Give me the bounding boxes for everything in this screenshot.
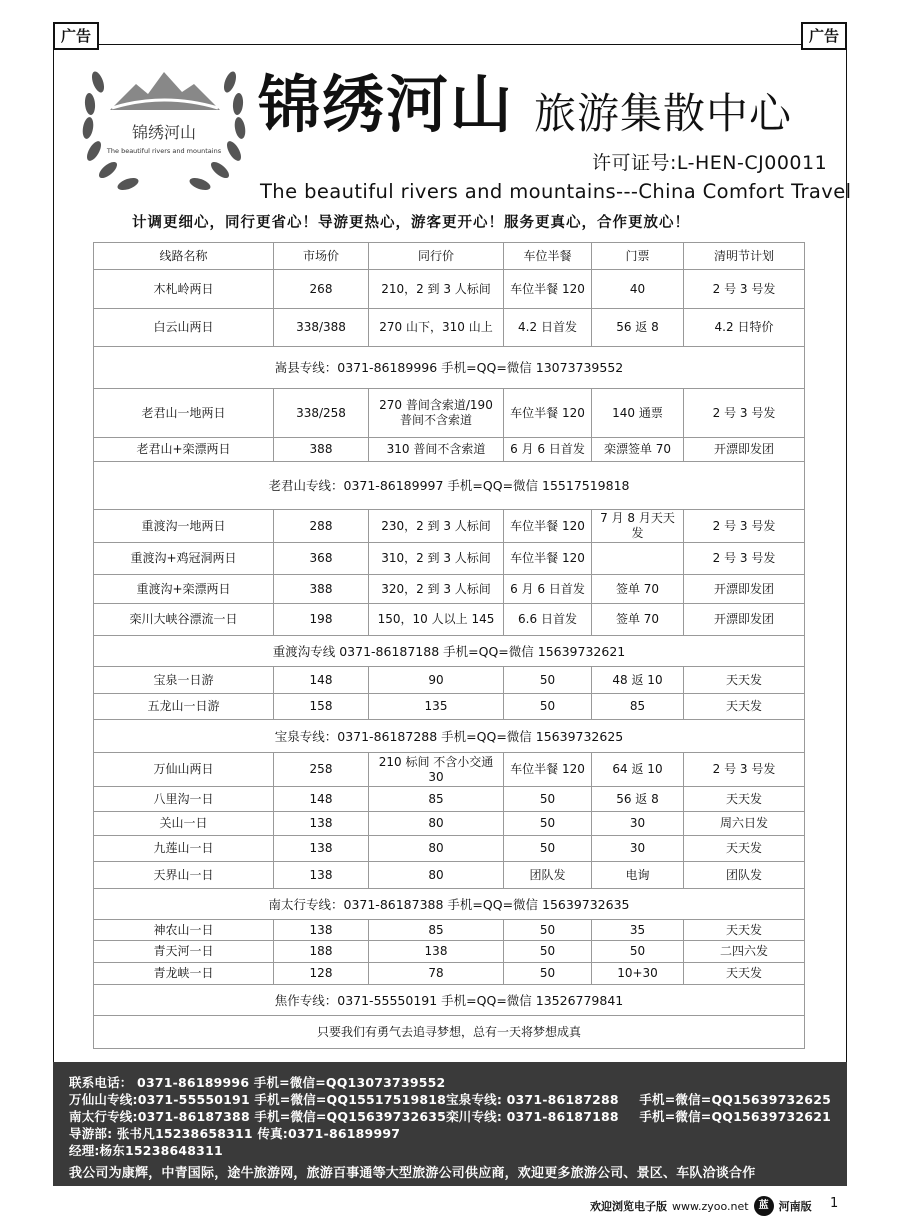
header-peer-price: 同行价 [369, 243, 504, 270]
hotline-chongdugou: 重渡沟专线 0371-86187188 手机=QQ=微信 15639732621 [94, 636, 805, 667]
cell: 天天发 [684, 787, 805, 812]
cell: 388 [274, 438, 369, 462]
cell: 车位半餐 120 [504, 753, 592, 787]
cell: 80 [369, 836, 504, 862]
header-qingming-plan: 清明节计划 [684, 243, 805, 270]
hotline-laojunshan: 老君山专线：0371-86189997 手机=QQ=微信 15517519818 [94, 462, 805, 510]
cell: 九莲山一日 [94, 836, 274, 862]
table-row [94, 836, 805, 862]
cell: 车位半餐 120 [504, 510, 592, 543]
cell: 开漂即发团 [684, 575, 805, 604]
footer-contact-phone: 联系电话： 0371-86189996 手机=微信=QQ13073739552 [69, 1075, 446, 1090]
cell: 6 月 6 日首发 [504, 575, 592, 604]
cell: 车位半餐 120 [504, 543, 592, 575]
cell: 50 [592, 941, 684, 963]
bottom-bar [590, 1196, 812, 1216]
table-row [94, 389, 805, 438]
cell: 团队发 [684, 862, 805, 889]
cell: 电询 [592, 862, 684, 889]
cell: 木札岭两日 [94, 270, 274, 309]
cell: 2 号 3 号发 [684, 753, 805, 787]
header-market-price: 市场价 [274, 243, 369, 270]
brand-title: 锦绣河山 [258, 68, 515, 141]
motto-row [94, 1016, 805, 1049]
cell: 团队发 [504, 862, 592, 889]
hotline-songxian: 嵩县专线：0371-86189996 手机=QQ=微信 13073739552 [94, 347, 805, 389]
table-row [94, 920, 805, 941]
cell: 4.2 日首发 [504, 309, 592, 347]
table-row [94, 787, 805, 812]
table-row [94, 438, 805, 462]
table-row [94, 510, 805, 543]
ad-label-right: 广告 [801, 22, 847, 50]
cell: 148 [274, 667, 369, 694]
cell: 35 [592, 920, 684, 941]
cell: 50 [504, 812, 592, 836]
cell: 288 [274, 510, 369, 543]
cell: 138 [274, 836, 369, 862]
license-number: 许可证号:L-HEN-CJ00011 [592, 152, 828, 174]
cell: 50 [504, 694, 592, 720]
header-route: 线路名称 [94, 243, 274, 270]
cell: 6.6 日首发 [504, 604, 592, 636]
cell: 50 [504, 667, 592, 694]
hotline-row [94, 462, 805, 510]
cell [592, 543, 684, 575]
hotline-nantaihang: 南太行专线：0371-86187388 手机=QQ=微信 15639732635 [94, 889, 805, 920]
cell: 青天河一日 [94, 941, 274, 963]
cell: 老君山一地两日 [94, 389, 274, 438]
cell: 栾川大峡谷漂流一日 [94, 604, 274, 636]
cell: 30 [592, 836, 684, 862]
cell: 158 [274, 694, 369, 720]
hotline-row [94, 636, 805, 667]
cell: 2 号 3 号发 [684, 270, 805, 309]
cell: 258 [274, 753, 369, 787]
hotline-baoquan: 宝泉专线：0371-86187288 手机=QQ=微信 15639732625 [94, 720, 805, 753]
cell: 85 [592, 694, 684, 720]
cell: 关山一日 [94, 812, 274, 836]
logo-text-en: The beautiful rivers and mountains [106, 147, 222, 155]
cell: 270 普间含索道/190 普间不含索道 [369, 389, 504, 438]
cell: 青龙峡一日 [94, 963, 274, 985]
welcome-text: 欢迎浏览电子版 [590, 1200, 667, 1213]
cell: 50 [504, 787, 592, 812]
cell: 2 号 3 号发 [684, 389, 805, 438]
cell: 天天发 [684, 836, 805, 862]
hotline-row [94, 889, 805, 920]
cell: 80 [369, 862, 504, 889]
cell: 368 [274, 543, 369, 575]
hotline-jiaozuo: 焦作专线：0371-55550191 手机=QQ=微信 13526779841 [94, 985, 805, 1016]
cell: 天界山一日 [94, 862, 274, 889]
table-row [94, 667, 805, 694]
footer-partners: 我公司为康辉，中青国际，途牛旅游网，旅游百事通等大型旅游公司供应商，欢迎更多旅游公司、景区、车队洽谈合作 [69, 1166, 756, 1181]
cell: 140 通票 [592, 389, 684, 438]
cell: 78 [369, 963, 504, 985]
header-ticket: 门票 [592, 243, 684, 270]
cell: 85 [369, 787, 504, 812]
logo-text-cn: 锦绣河山 [131, 123, 197, 142]
cell: 50 [504, 836, 592, 862]
table-row [94, 309, 805, 347]
cell: 神农山一日 [94, 920, 274, 941]
cell: 2 号 3 号发 [684, 543, 805, 575]
cell: 56 返 8 [592, 787, 684, 812]
cell: 80 [369, 812, 504, 836]
contact-footer [53, 1062, 847, 1186]
cell: 重渡沟+鸡冠洞两日 [94, 543, 274, 575]
table-row [94, 862, 805, 889]
table-row [94, 270, 805, 309]
cell: 天天发 [684, 667, 805, 694]
cell: 56 返 8 [592, 309, 684, 347]
cell: 48 返 10 [592, 667, 684, 694]
footer-baoquan-mobile: 手机=微信=QQ15639732625 [639, 1092, 831, 1107]
cell: 五龙山一日游 [94, 694, 274, 720]
cell: 天天发 [684, 920, 805, 941]
cell: 50 [504, 941, 592, 963]
cell: 10+30 [592, 963, 684, 985]
cell: 老君山+栾漂两日 [94, 438, 274, 462]
hotline-row [94, 985, 805, 1016]
cell: 338/388 [274, 309, 369, 347]
cell: 150，10 人以上 145 [369, 604, 504, 636]
blue-badge-icon: 蓝 [754, 1196, 774, 1216]
cell: 签单 70 [592, 575, 684, 604]
cell: 30 [592, 812, 684, 836]
tagline-english: The beautiful rivers and mountains---China Comfort Travel [260, 180, 852, 203]
laurel-logo [78, 58, 250, 198]
table-row [94, 941, 805, 963]
table-row [94, 543, 805, 575]
footer-luanchuan-mobile: 手机=微信=QQ15639732621 [639, 1109, 831, 1124]
cell: 八里沟一日 [94, 787, 274, 812]
cell: 64 返 10 [592, 753, 684, 787]
cell: 85 [369, 920, 504, 941]
footer-line-nantaihang [69, 1108, 831, 1125]
cell: 210，2 到 3 人标间 [369, 270, 504, 309]
cell: 388 [274, 575, 369, 604]
table-row [94, 575, 805, 604]
cell: 310 普间不含索道 [369, 438, 504, 462]
cell: 开漂即发团 [684, 604, 805, 636]
cell: 148 [274, 787, 369, 812]
cell: 二四六发 [684, 941, 805, 963]
cell: 车位半餐 120 [504, 270, 592, 309]
cell: 210 标间 不含小交通 30 [369, 753, 504, 787]
cell: 开漂即发团 [684, 438, 805, 462]
cell: 270 山下，310 山上 [369, 309, 504, 347]
cell: 2 号 3 号发 [684, 510, 805, 543]
cell: 310，2 到 3 人标间 [369, 543, 504, 575]
cell: 338/258 [274, 389, 369, 438]
cell: 车位半餐 120 [504, 389, 592, 438]
cell: 宝泉一日游 [94, 667, 274, 694]
hotline-row [94, 347, 805, 389]
hotline-row [94, 720, 805, 753]
slogan: 计调更细心，同行更省心！导游更热心，游客更开心！服务更真心，合作更放心！ [132, 215, 690, 231]
cell: 重渡沟一地两日 [94, 510, 274, 543]
footer-wanxianshan-hotline: 万仙山专线:0371-55550191 手机=微信=QQ15517519818宝泉专线: 0371-86187288 [69, 1092, 619, 1107]
cell: 白云山两日 [94, 309, 274, 347]
table-row [94, 694, 805, 720]
cell: 90 [369, 667, 504, 694]
edition-label: 河南版 [778, 1200, 812, 1213]
cell: 签单 70 [592, 604, 684, 636]
motto: 只要我们有勇气去追寻梦想，总有一天将梦想成真 [94, 1016, 805, 1049]
header-bus-meal: 车位半餐 [504, 243, 592, 270]
table-row [94, 963, 805, 985]
table-row [94, 604, 805, 636]
cell: 50 [504, 963, 592, 985]
cell: 198 [274, 604, 369, 636]
cell: 天天发 [684, 963, 805, 985]
table-row [94, 812, 805, 836]
footer-guide-dept: 导游部: 张书凡15238658311 传真:0371-86189997 [69, 1126, 401, 1141]
cell: 4.2 日特价 [684, 309, 805, 347]
cell: 重渡沟+栾漂两日 [94, 575, 274, 604]
table-header-row [94, 243, 805, 270]
cell: 天天发 [684, 694, 805, 720]
ad-label-left: 广告 [53, 22, 99, 50]
cell: 50 [504, 920, 592, 941]
cell: 320，2 到 3 人标间 [369, 575, 504, 604]
routes-table [93, 242, 805, 1049]
site-link[interactable]: www.zyoo.net [672, 1199, 749, 1213]
cell: 128 [274, 963, 369, 985]
footer-manager: 经理:杨东15238648311 [69, 1143, 223, 1158]
cell: 138 [274, 920, 369, 941]
table-row [94, 753, 805, 787]
page-number: 1 [830, 1196, 839, 1211]
cell: 138 [369, 941, 504, 963]
footer-nantaihang-hotline: 南太行专线:0371-86187388 手机=微信=QQ15639732635栾川专线: 0371-86187188 [69, 1109, 619, 1124]
cell: 138 [274, 812, 369, 836]
brand-subtitle: 旅游集散中心 [534, 89, 793, 138]
cell: 135 [369, 694, 504, 720]
footer-line-wanxianshan [69, 1091, 831, 1108]
cell: 268 [274, 270, 369, 309]
cell: 周六日发 [684, 812, 805, 836]
cell: 138 [274, 862, 369, 889]
cell: 40 [592, 270, 684, 309]
cell: 7 月 8 月天天发 [592, 510, 684, 543]
cell: 230，2 到 3 人标间 [369, 510, 504, 543]
cell: 188 [274, 941, 369, 963]
cell: 万仙山两日 [94, 753, 274, 787]
cell: 栾漂签单 70 [592, 438, 684, 462]
cell: 6 月 6 日首发 [504, 438, 592, 462]
